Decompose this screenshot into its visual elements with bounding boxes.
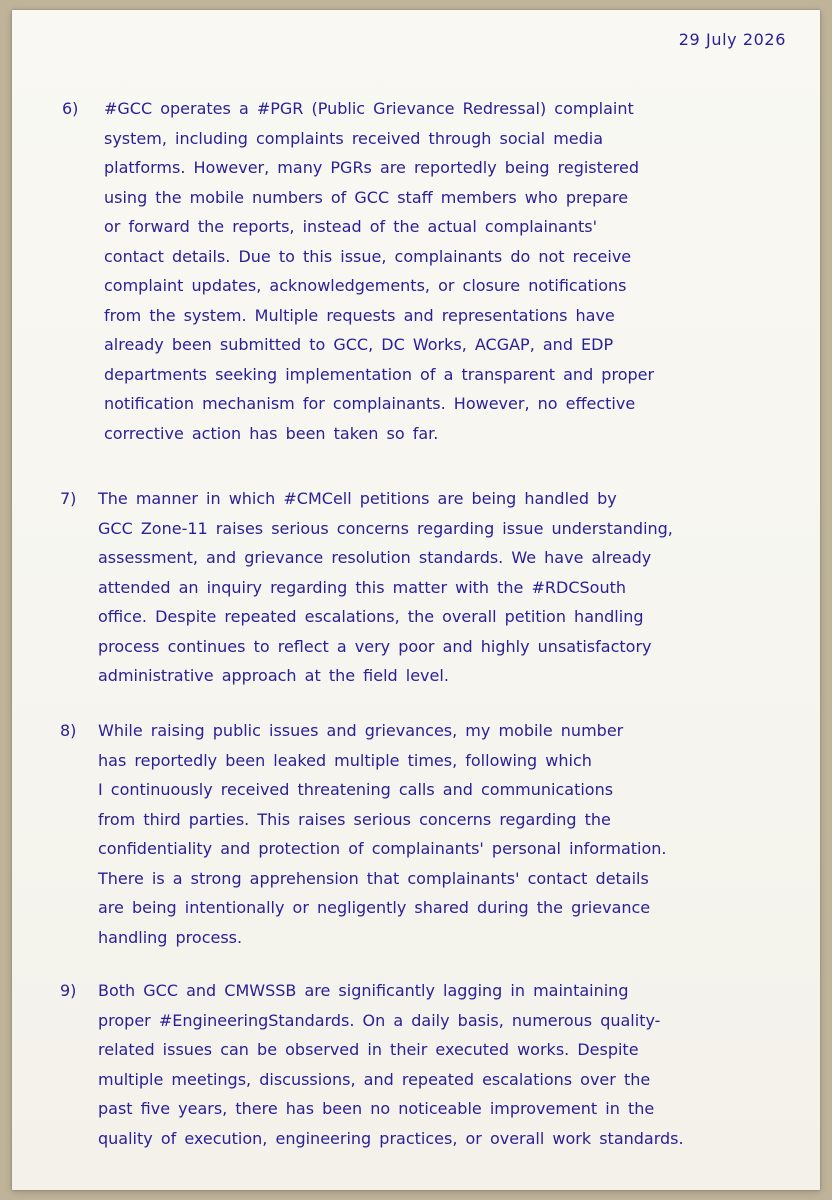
point-text-line: Both GCC and CMWSSB are significantly lagging in maintaining <box>98 981 629 1000</box>
point-text-line: notification mechanism for complainants. However, no effective <box>104 394 636 413</box>
point-text-line: past five years, there has been no noticeable improvement in the <box>98 1099 655 1118</box>
point-text-line: The manner in which #CMCell petitions are being handled by <box>98 489 617 508</box>
point-text-line: has reportedly been leaked multiple times, following which <box>98 750 592 770</box>
point-text-line: #GCC operates a #PGR (Public Grievance Redressal) complaint <box>104 99 634 118</box>
point-number: 8) <box>60 721 77 740</box>
point-number: 7) <box>60 489 77 508</box>
point-text-line: There is a strong apprehension that complainants' contact details <box>98 868 649 888</box>
point-text-line: complaint updates, acknowledgements, or closure notifications <box>104 276 627 295</box>
point-text-line: proper #EngineeringStandards. On a daily basis, numerous quality- <box>98 1010 661 1030</box>
point-text-line: or forward the reports, instead of the actual complainants' <box>104 217 598 236</box>
point-text-line: contact details. Due to this issue, complainants do not receive <box>104 246 632 266</box>
point-text-line: office. Despite repeated escalations, the overall petition handling <box>98 607 644 626</box>
point-text-line: from the system. Multiple requests and representations have <box>104 305 615 325</box>
point-text-line: administrative approach at the field level. <box>98 666 449 685</box>
point-text-line: multiple meetings, discussions, and repeated escalations over the <box>98 1069 651 1089</box>
point-text-line: assessment, and grievance resolution standards. We have already <box>98 548 652 567</box>
point-text-line: corrective action has been taken so far. <box>104 423 439 443</box>
point-text-line: departments seeking implementation of a transparent and proper <box>104 364 655 384</box>
point-text-line: system, including complaints received through social media <box>104 128 604 148</box>
point-text-line: related issues can be observed in their executed works. Despite <box>98 1040 639 1059</box>
point-text-line: I continuously received threatening calls and communications <box>98 780 614 799</box>
point-number: 6) <box>62 99 79 118</box>
point-text-line: attended an inquiry regarding this matter with the #RDCSouth <box>98 577 626 597</box>
point-text-line: using the mobile numbers of GCC staff members who prepare <box>104 187 629 207</box>
point-text-line: already been submitted to GCC, DC Works, ACGAP, and EDP <box>104 335 614 354</box>
point-text-line: are being intentionally or negligently shared during the grievance <box>98 898 651 917</box>
point-text-line: platforms. However, many PGRs are reportedly being registered <box>104 158 639 177</box>
point-text-line: GCC Zone-11 raises serious concerns regarding issue understanding, <box>98 518 673 538</box>
point-text-line: quality of execution, engineering practices, or overall work standards. <box>98 1128 684 1148</box>
point-text-line: from third parties. This raises serious concerns regarding the <box>98 809 611 829</box>
point-text-line: handling process. <box>98 927 243 947</box>
letter-date: 29 July 2026 <box>678 30 786 49</box>
point-text-line: confidentiality and protection of complainants' personal information. <box>98 839 667 858</box>
handwritten-letter-page <box>12 10 820 1190</box>
point-text-line: process continues to reflect a very poor and highly unsatisfactory <box>98 636 652 656</box>
point-number: 9) <box>60 981 77 1000</box>
point-text-line: While raising public issues and grievances, my mobile number <box>98 721 624 740</box>
